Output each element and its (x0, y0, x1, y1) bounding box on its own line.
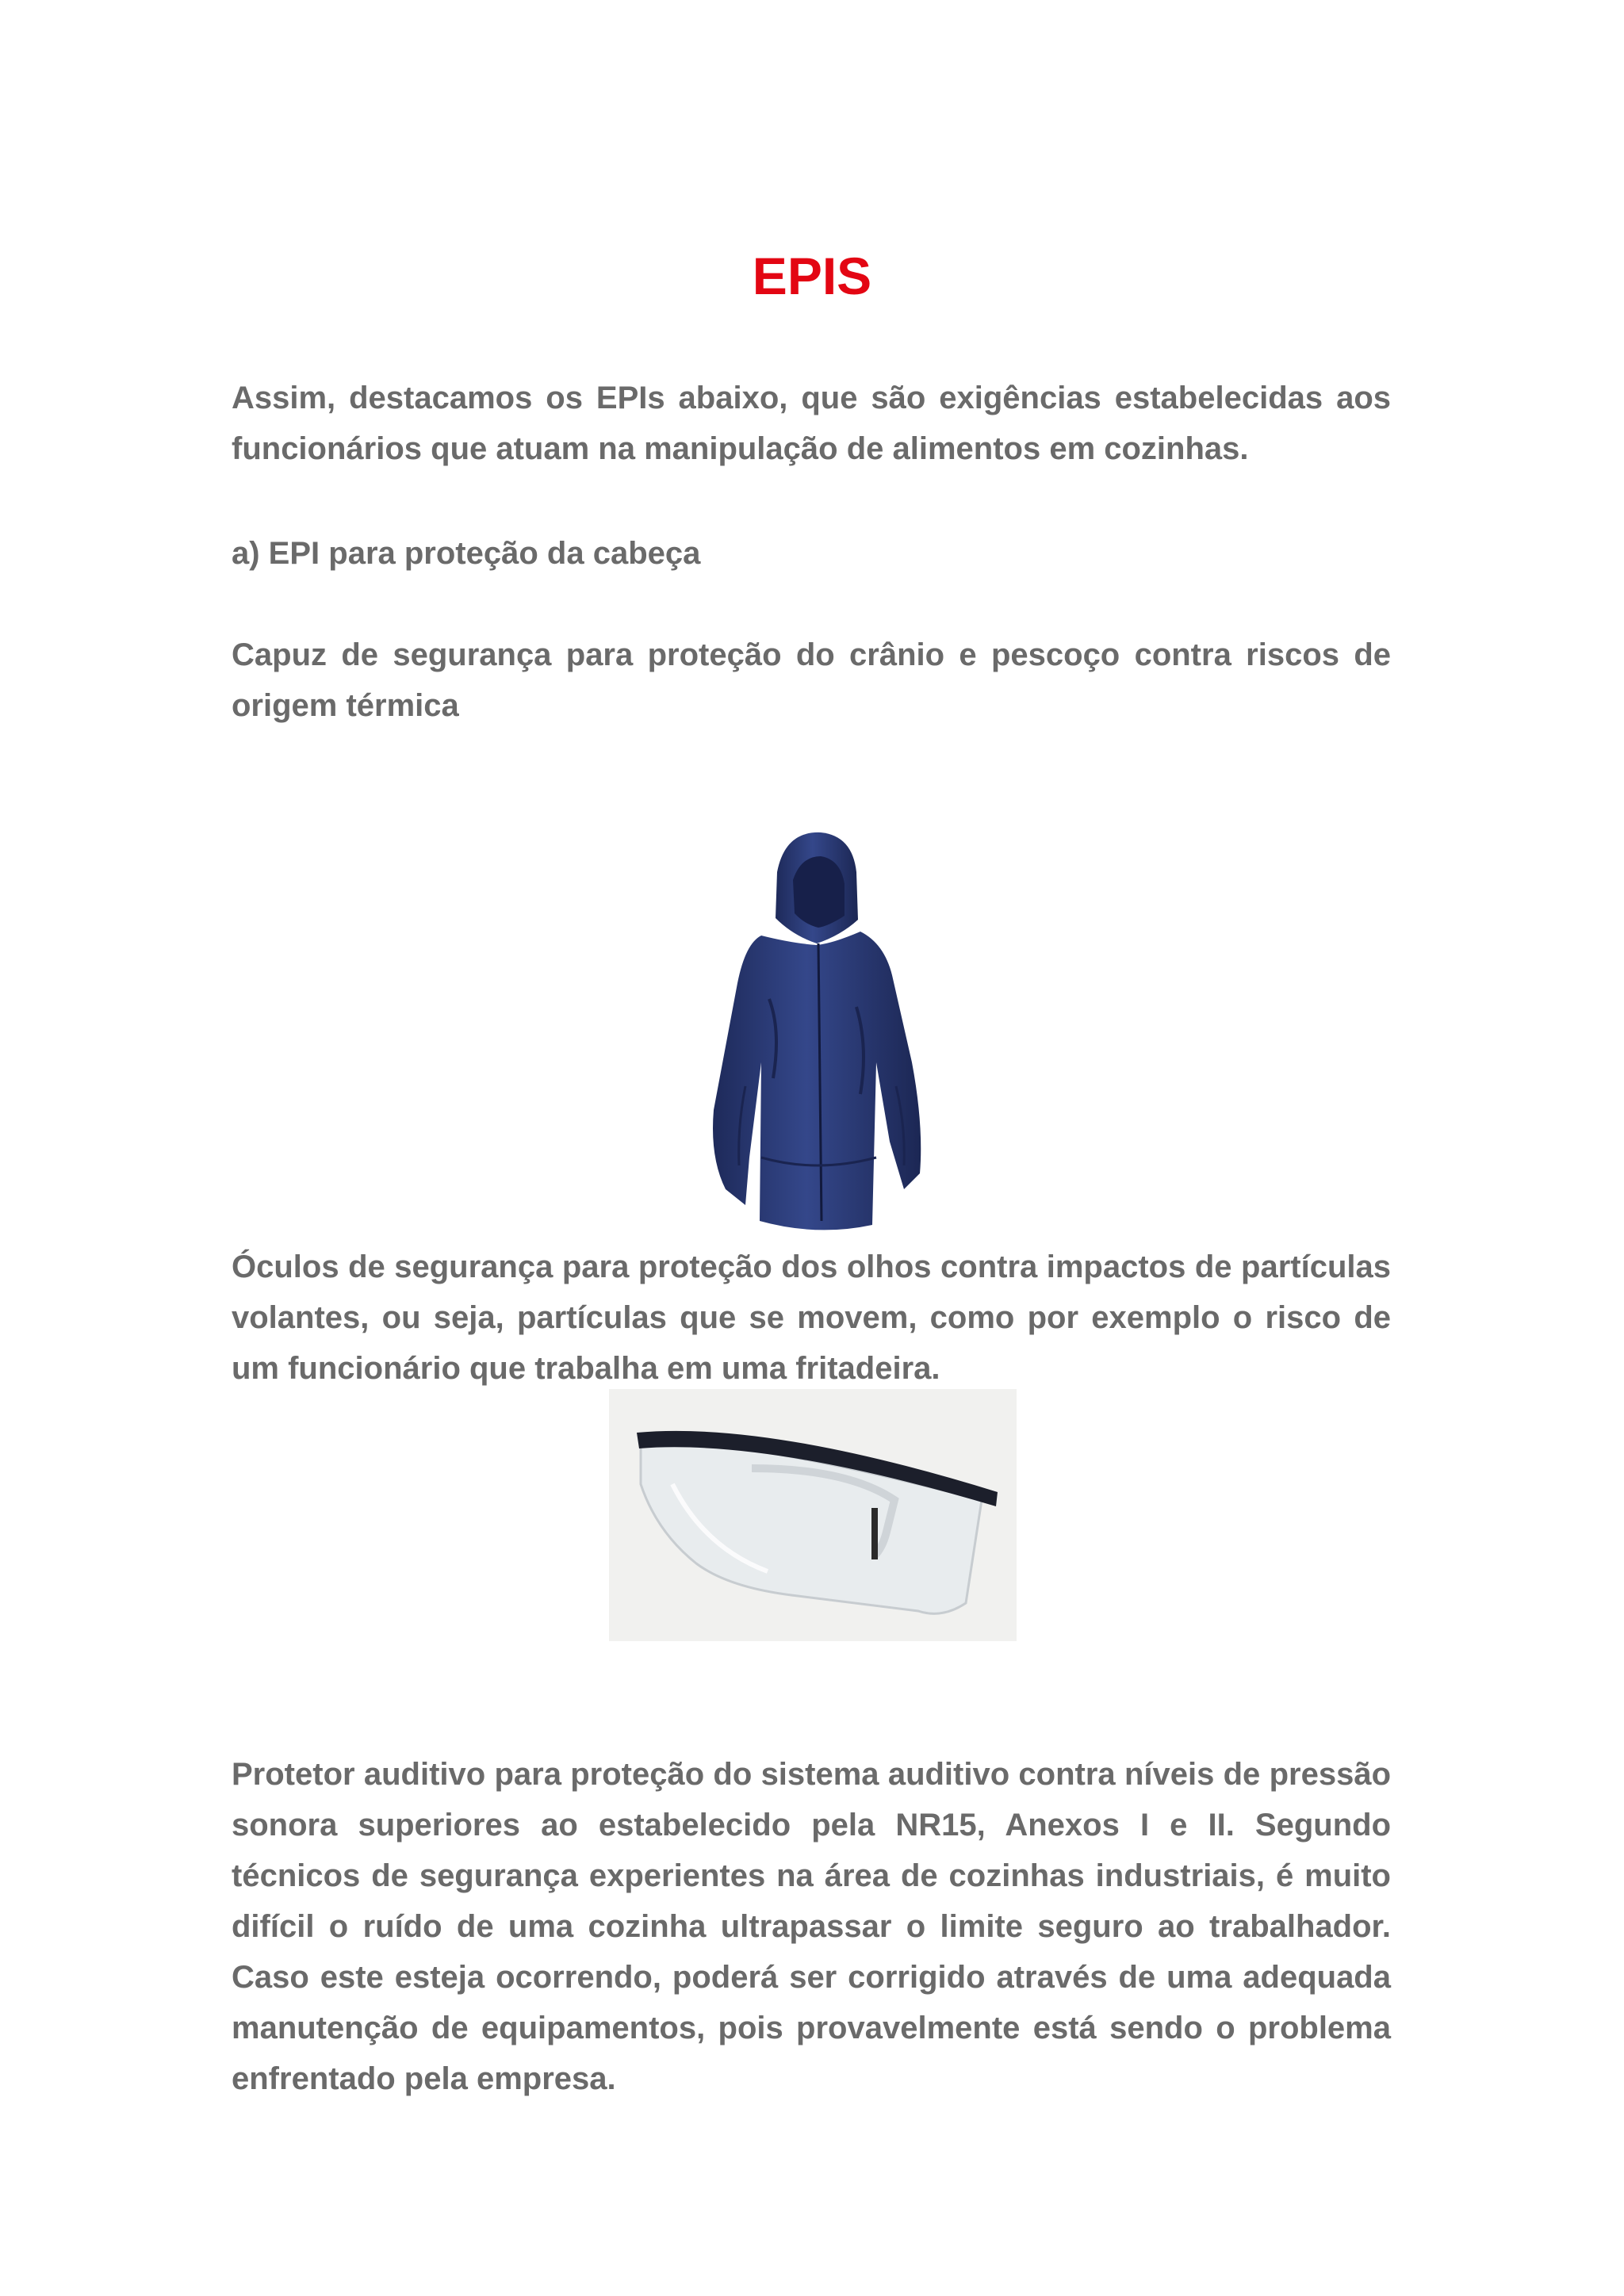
intro-paragraph: Assim, destacamos os EPIs abaixo, que são exigências estabelecidas aos funcionários que atuam na manipulação de alimentos em cozinhas. (232, 381, 1391, 466)
safety-goggles-illustration (609, 1389, 1017, 1641)
hood-description: Capuz de segurança para proteção do crânio e pescoço contra riscos de origem térmica (232, 637, 1391, 723)
safety-goggles-image (609, 1389, 1017, 1641)
hooded-jacket-image (682, 825, 936, 1237)
page-title: EPIS (752, 247, 872, 305)
section-a-heading: a) EPI para proteção da cabeça (232, 536, 701, 571)
hooded-jacket-illustration (682, 825, 936, 1237)
goggles-description: Óculos de segurança para proteção dos olhos contra impactos de partículas volantes, ou seja, partículas que se movem, como por exemplo o risco de um funcionário que trabalha em uma fritadeira. (232, 1249, 1391, 1386)
ear-protector-description: Protetor auditivo para proteção do sistema auditivo contra níveis de pressão sonora superiores ao estabelecido pela NR15, Anexos I e II. Segundo técnicos de segurança experientes na área de cozinhas industriais, é muito difícil o ruído de uma cozinha ultrapassar o limite seguro ao trabalhador. Caso este esteja ocorrendo, poderá ser corrigido através de uma adequada manutenção de equipamentos, pois provavelmente está sendo o problema enfrentado pela empresa. (232, 1757, 1391, 2096)
